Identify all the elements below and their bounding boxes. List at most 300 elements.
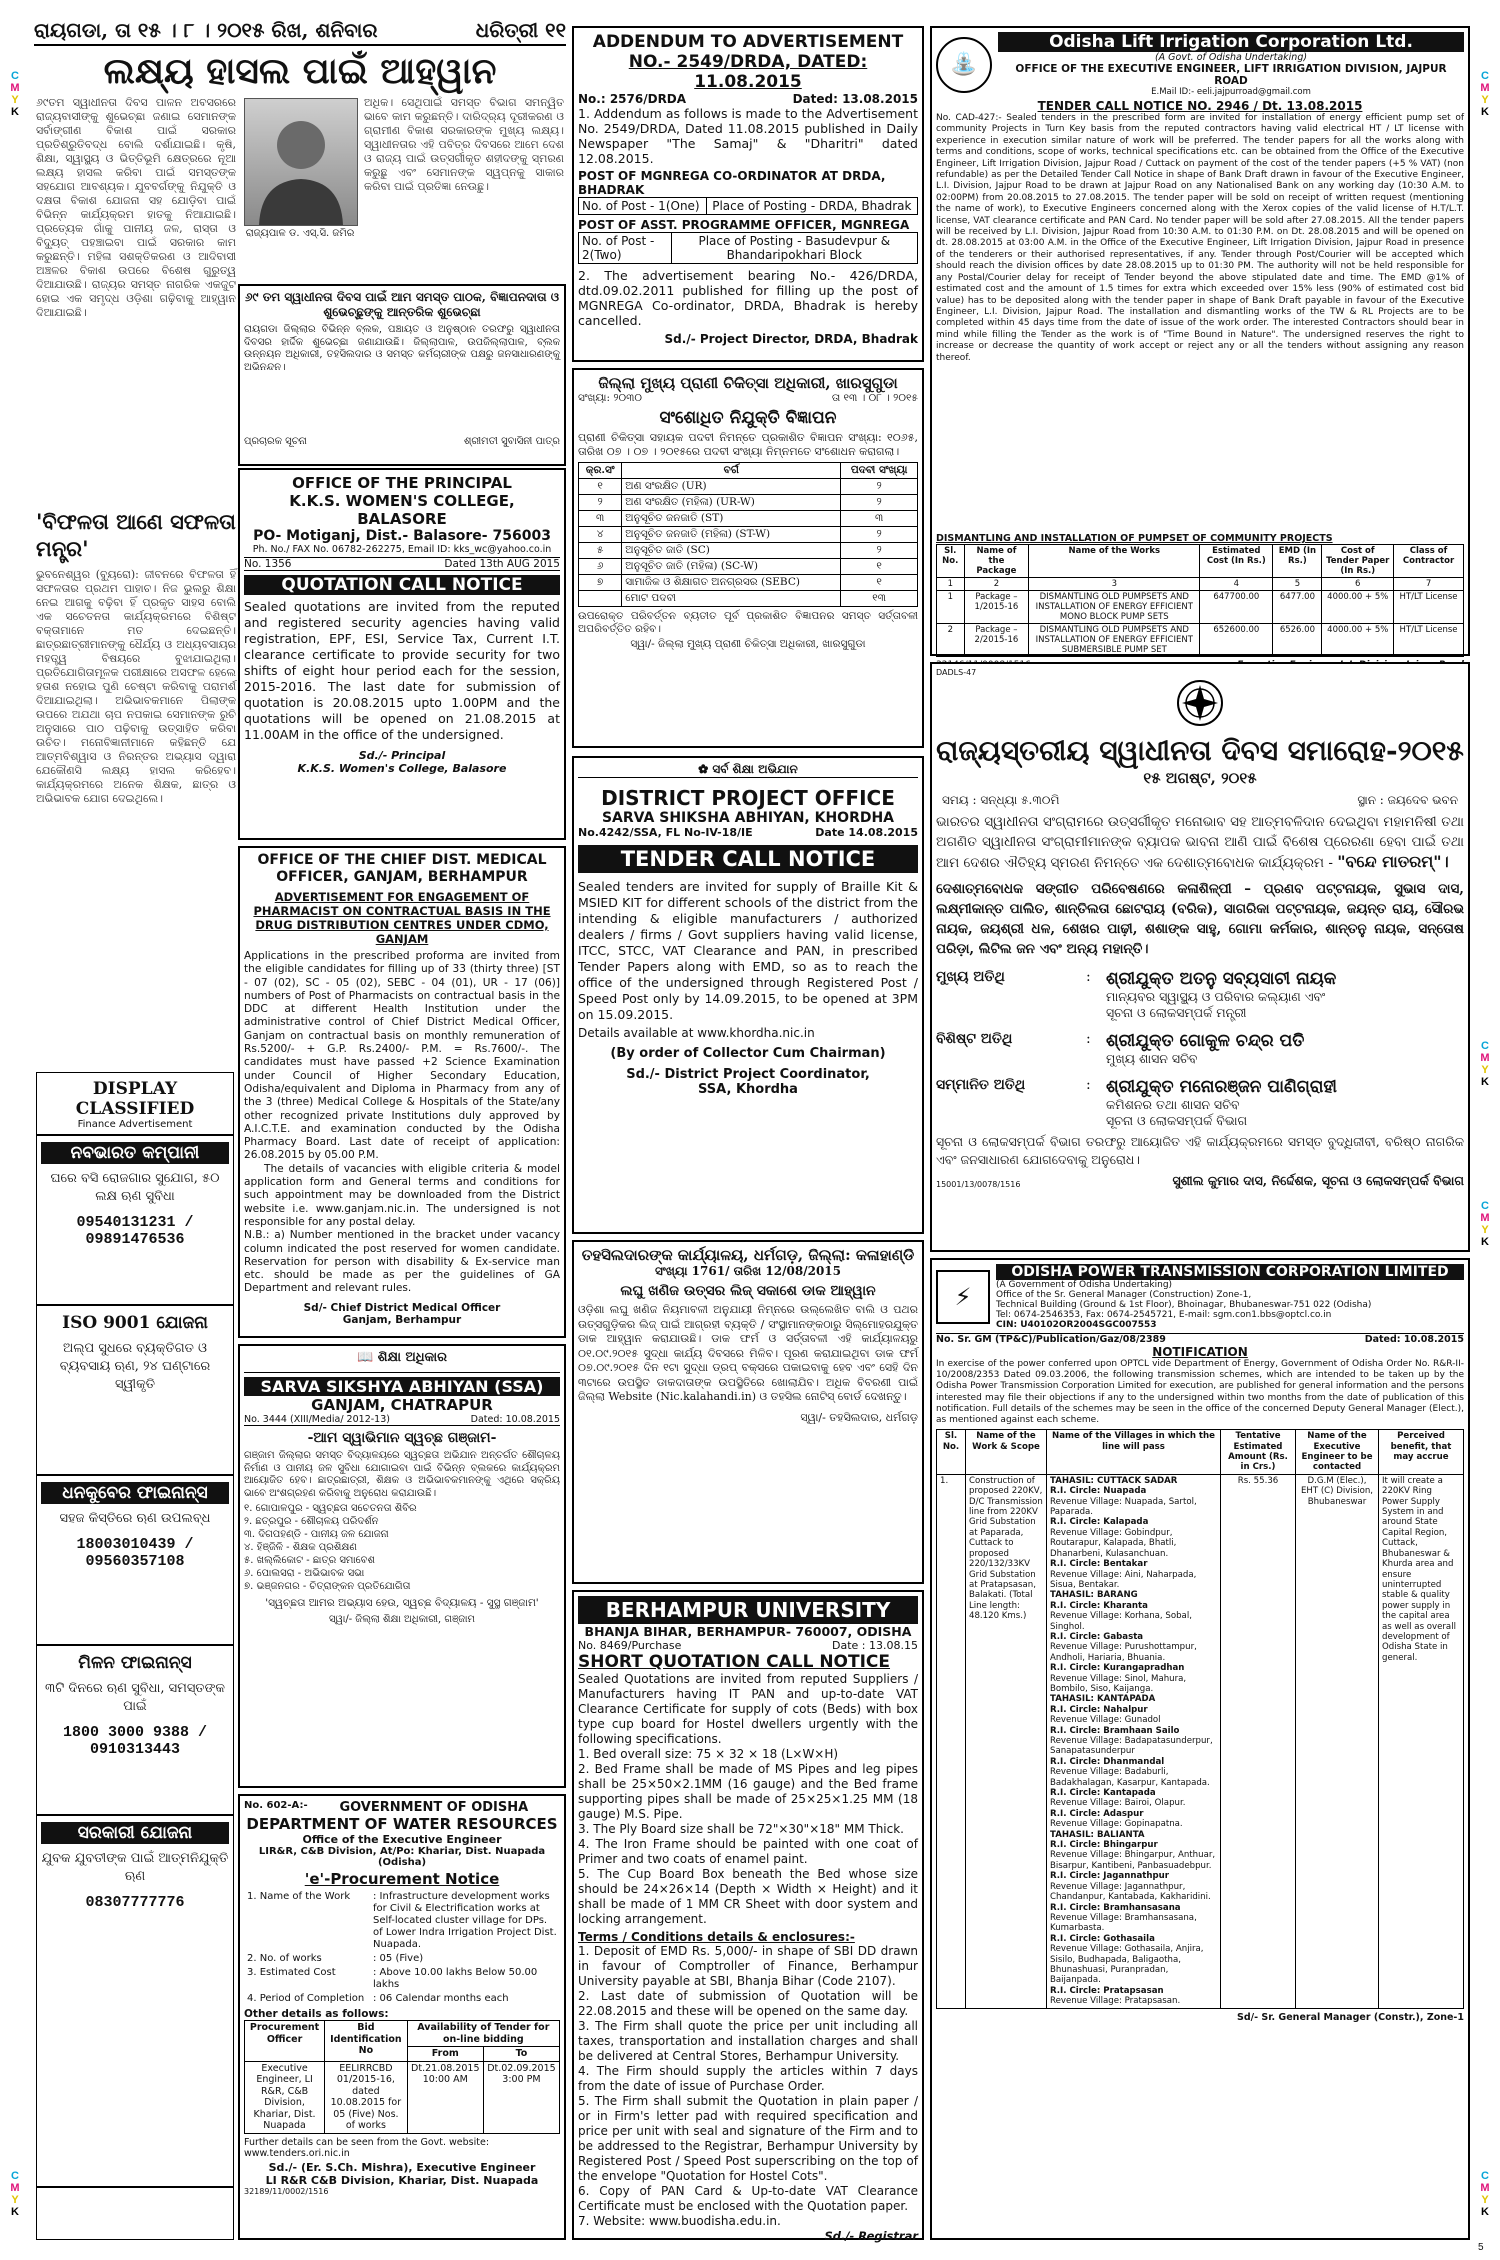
optcl-cell-ee: D.G.M (Elec.), EHT (C) Division, Bhubaneswar — [1296, 1474, 1379, 2008]
optcl-village-line: R.I. Circle: Nuapada — [1050, 1486, 1147, 1497]
optcl-village-line: Revenue Village: Badaburli, Badakhalagan, Kasarpur, Kantapada. — [1050, 1767, 1210, 1788]
tahasil-sign: ସ୍ୱା/- ତହସିଲଦାର, ଧର୍ମଗଡ଼ — [800, 1410, 918, 1424]
table-cell: ଅନୁସୂଚିତ ଜାତି (SC) — [622, 543, 841, 559]
cdmo-nb: N.B.: a) Number mentioned in the bracket under vacancy column indicated the post reserved for women candidate. Reservation for person with disability & Ex-service man etc. should be made as per the guidelines of GA Department and relevant rules. — [244, 1229, 560, 1295]
ssa-block-item: ୫. ଖଲ୍ଲିକୋଟ - ଛାତ୍ର ସମାବେଶ — [244, 1555, 375, 1566]
reg-y: Y — [11, 94, 19, 106]
classified-ads-list — [37, 1136, 233, 2188]
iday-time: ସମୟ : ସନ୍ଧ୍ୟା ୫.୩୦ମି — [942, 793, 1060, 807]
table-cell: ୧ — [579, 479, 622, 495]
registration-marks-right-middle: C M Y K — [1480, 1040, 1490, 1088]
kks-contact: Ph. No./ FAX No. 06782-262275, Email ID: kks_wc@yahoo.co.in — [252, 544, 552, 555]
classified-ad-phone: 09540131231 / 09891476536 — [76, 1214, 194, 1248]
classified-ad-phone: 18003010439 / 09560357108 — [76, 1536, 194, 1570]
table-cell: 647700.00 — [1200, 591, 1273, 624]
olic-office: OFFICE OF THE EXECUTIVE ENGINEER, LIFT IRRIGATION DIVISION, JAJPUR ROAD — [1015, 63, 1447, 87]
iday-guest-colon: : — [1086, 1031, 1091, 1047]
classified-ad-head: ମିଳନ ଫାଇନାନ୍ସ — [78, 1653, 192, 1673]
greeting-box — [238, 284, 566, 466]
tahasil-lease-notice — [572, 1240, 924, 1584]
table-cell: ୨ — [841, 479, 918, 495]
olic-number-row — [937, 578, 1464, 591]
iday-guests — [936, 969, 1464, 1129]
vet-sign: ସ୍ୱା/- ଜିଲ୍ଲା ମୁଖ୍ୟ ପ୍ରାଣୀ ଚିକିତ୍ସା ଅଧିକାରୀ, ଖାରସୁଗୁଡା — [630, 638, 866, 650]
drda-post-1-count: No. of Post - 1(One) — [579, 198, 707, 215]
ssa-block-list — [244, 1502, 560, 1593]
drda-post-2-table — [578, 232, 918, 264]
reg-m: M — [10, 82, 20, 94]
table-cell: DISMANTLING OLD PUMPSETS AND INSTALLATION OF ENERGY EFFICIENT MONO BLOCK PUMP SETS — [1029, 591, 1200, 624]
classified-ad — [37, 1476, 233, 1646]
drda-para-1: 1. Addendum as follows is made to the Advertisement No. 2549/DRDA, Dated 11.08.2015 published in Daily Newspaper "The Samaj" & "Dharitri" dated 12.08.2015. — [578, 106, 918, 166]
vet-header-cell: କ୍ର.ସଂ — [579, 463, 622, 479]
ssa-emblem-icon: ✿ — [698, 762, 709, 776]
drda-sign: Sd./- Project Director, DRDA, Bhadrak — [664, 332, 918, 346]
ssa-logo-label: ଶିକ୍ଷା ଅଧିକାର — [377, 1350, 447, 1365]
dwr-govt: GOVERNMENT OF ODISHA — [339, 1800, 529, 1815]
olic-body: No. CAD-427:- Sealed tenders in the prescribed form are invited for installation of energy efficient pump set of community Projects in Turn Key basis from the reputed contractors having valid electrical HT / LT license with experience in execution similar nature of work will be preferred. The tender papers for all the works along with terms and conditions, scope of works, technical specifications etc. can be obtained from the Office of the Executive Engineer, Lift Irrigation Division, Jajpur Road / Cuttack on payment of the cost of the tender papers (+5 % VAT) (non refundable) as per the Detailed Tender Call Notice in shape of Bank Draft drawn in favour of the Executive Engineer, L.I. Division, Jajpur Road to be drawn at Jajpur Road on any Nationalised Bank on any working day (10:30 A.M. to 02:00PM) from 20.08.2015 to 27.08.2015. The tender paper will be sold on receipt of written request (mentioning the name of work), to Executive Engineers concerned along with the Xerox copies of the valid license of H.T/L.T. license, VAT clearance certificate and PAN Card. No tender paper will be sold after 27.08.2015. All the tender papers will be received by L.I. Division, Jajpur Road from 10:30 A.M. to 01:30 P.M. on Dt. 28.08.2015 and will be opened on dt. 28.08.2015 at 03:00 A.M. in the Office of the Executive Engineer, Lift Irrigation Division, Jajpur Road in presence of the tenderers or their authorised representatives, if any. Tender through Post/Courier will be accepted which should reach the division offices by date 28.08.2015 up to 01:30 PM. The authority will not be held responsible for any Postal/Courier delay for receipt of Tender beyond the above stipulated date and time. The EMD @1% of estimated cost and the amount of 1.5 times for extra which exceeded over 15% less (90% of estimated cost bid value) has to be deposited along with the tender paper in shape of Bank Draft payable in favour of the Executive Engineer, L.I. Division, Jajpur Road. The installation and dismantling works of the TW & RL Projects are to be completed within 45 days time from the date of issue of the work order. The interested Contractors should bear in mind while filling the Tender as the work is of "Time Bound in Nature". The undersigned reserves the right to increase or decrease the quantity of work accept or reject any or all the tenders without assigning any reason thereof. — [936, 113, 1464, 363]
optcl-village-line: R.I. Circle: Adaspur — [1050, 1808, 1144, 1819]
khordha-notice-title: TENDER CALL NOTICE — [578, 845, 918, 873]
dwr-work-label: 1. Name of the Work — [247, 1891, 351, 1902]
dwr-bid-table — [244, 2020, 560, 2134]
optcl-village-line: R.I. Circle: Kalapada — [1050, 1517, 1149, 1528]
optcl-village-line: R.I. Circle: Kantapada — [1050, 1788, 1156, 1799]
ssa-block-item: ୨. ଛତ୍ରପୁର - ଶୌଚାଳୟ ପରିଦର୍ଶନ — [244, 1516, 379, 1527]
paper-name: ଧରିତ୍ରୀ — [475, 18, 539, 42]
ssa-block-item: ୬. ପୋଲସରା - ଅଭିଭାବକ ସଭା — [244, 1568, 365, 1579]
classified-ad-text: ଅଲ୍ପ ସୁଧରେ ବ୍ୟକ୍ତିଗତ ଓ ବ୍ୟବସାୟ ଋଣ, ୨୪ ଘଣ୍ଟାରେ ସ୍ୱୀକୃତି — [59, 1341, 211, 1392]
lead-body: ୬୯ତମ ସ୍ୱାଧୀନତା ଦିବସ ପାଳନ ଅବସରରେ ରାଜ୍ୟବାସୀଙ୍କୁ ଶୁଭେଚ୍ଛା ଜଣାଇ ସେମାନଙ୍କ ସର୍ବାଙ୍ଗୀଣ ବିକାଶ ପାଇଁ ସରକାର ପ୍ରତିଶ୍ରୁତିବଦ୍ଧ ବୋଲି ଦର୍ଶାଯାଇଛି। କୃଷି, ଶିକ୍ଷା, ସ୍ୱାସ୍ଥ୍ୟ ଓ ଭିତ୍ତିଭୂମି କ୍ଷେତ୍ରରେ ନୂଆ ଲକ୍ଷ୍ୟ ହାସଲ କରିବା ପାଇଁ ସମସ୍ତଙ୍କ ସହଯୋଗ ଆବଶ୍ୟକ। ଯୁବବର୍ଗଙ୍କୁ ନିଯୁକ୍ତି ଓ ଦକ୍ଷତା ବିକାଶ ଯୋଜନା ସହ ଯୋଡ଼ିବା ପାଇଁ ବିଭିନ୍ନ କାର୍ଯ୍ୟକ୍ରମ ହାତକୁ ନିଆଯାଇଛି। ପ୍ରତ୍ୟେକ ଗାଁକୁ ପାନୀୟ ଜଳ, ରାସ୍ତା ଓ ବିଦ୍ୟୁତ୍ ପହଞ୍ଚାଇବା ପାଇଁ ସରକାର କାମ କରୁଛନ୍ତି। ମହିଳା ସଶକ୍ତିକରଣ ଓ ଆଦିବାସୀ ଅଞ୍ଚଳର ବିକାଶ ଉପରେ ବିଶେଷ ଗୁରୁତ୍ୱ ଦିଆଯାଉଛି। ରାଜ୍ୟର ସମସ୍ତ ନାଗରିକ ଏକଜୁଟ ହୋଇ ଏକ ସମୃଦ୍ଧ ଓଡ଼ିଶା ଗଢ଼ିବାକୁ ଆହ୍ୱାନ ଦିଆଯାଇଛି। — [36, 96, 236, 319]
photo-caption: ରାଜ୍ୟପାଳ ଡ. ଏସ୍.ସି. ଜମିର — [245, 228, 355, 239]
classified-ad-text: ଯୁବକ ଯୁବତୀଙ୍କ ପାଇଁ ଆତ୍ମନିଯୁକ୍ତି ଋଣ — [41, 1851, 229, 1884]
optcl-village-line: R.I. Circle: Gothasaila — [1050, 1933, 1155, 1944]
table-cell: 6526.00 — [1273, 624, 1322, 657]
optcl-schemes-table — [936, 1429, 1464, 2008]
table-cell: ୧ — [841, 575, 918, 591]
bu-spec-item: 5. The Cup Board Box beneath the Bed whose size should be 24×26×14 (Depth × Width × Height) and it shall be made of 1 MM CR Sheet with door system and locking arrangement. — [578, 1867, 918, 1926]
optcl-village-line: R.I. Circle: Dhanmandal — [1050, 1756, 1165, 1767]
kks-notice-title: QUOTATION CALL NOTICE — [244, 575, 560, 595]
iday-guest-line: ମାନ୍ୟବର ସ୍ୱାସ୍ଥ୍ୟ ଓ ପରିବାର କଲ୍ୟାଣ ଏବଂ — [1106, 989, 1326, 1004]
greeting-body: ରାୟଗଡା ଜିଲ୍ଲାର ବିଭିନ୍ନ ବ୍ଲକ, ପଞ୍ଚାୟତ ଓ ଅନୁଷ୍ଠାନ ତରଫରୁ ସ୍ୱାଧୀନତା ଦିବସର ହାର୍ଦ୍ଦିକ ଶୁଭେଚ୍ଛା ଜଣାଯାଉଛି। ଜିଲ୍ଲାପାଳ, ଉପଜିଲ୍ଲାପାଳ, ବ୍ଲକ ଉନ୍ନୟନ ଅଧିକାରୀ, ତହସିଲଦାର ଓ ସମସ୍ତ କର୍ମଚାରୀଙ୍କ ପକ୍ଷରୁ ଜନସାଧାରଣଙ୍କୁ ଅଭିନନ୍ଦନ। — [244, 324, 560, 373]
drda-date: Dated: 13.08.2015 — [792, 92, 918, 106]
dwr-cell-to: Dt.02.09.2015 3:00 PM — [483, 2061, 559, 2133]
berhampur-university-quotation — [572, 1590, 924, 2243]
iday-guest-name: ଶ୍ରୀଯୁକ୍ତ ଗୋକୁଳ ଚନ୍ଦ୍ର ପତି — [1106, 1031, 1305, 1051]
drda-adv-no: NO.- 2549/DRDA, DATED: 11.08.2015 — [628, 52, 868, 92]
cdmo-title: OFFICE OF THE CHIEF DIST. MEDICAL OFFICER, GANJAM, BERHAMPUR — [257, 852, 547, 885]
lead-headline: ଲକ୍ଷ୍ୟ ହାସଲ ପାଇଁ ଆହ୍ୱାନ — [103, 50, 497, 92]
table-row — [579, 495, 918, 511]
table-cell — [579, 591, 622, 607]
dwr-ref-no: No. 602-A:- — [244, 1800, 308, 1811]
optcl-sign: Sd/- Sr. General Manager (Constr.), Zone-1 — [1236, 2011, 1464, 2023]
optcl-th-work: Name of the Work & Scope — [966, 1430, 1047, 1475]
independence-day-celebration — [930, 662, 1470, 1252]
drda-post-1-table — [578, 197, 918, 215]
optcl-body: In exercise of the power conferred upon OPTCL vide Department of Energy, Government of Odisha Order No. R&R-II-10/2008/2353 Dated 09.03.2006, the following transmission schemes, which are intended to be taken up by the Odisha Power Transmission Corporation Limited for execution, are published for general information and the persons interested may file their objections if any to the undersigned within two months from the date of publication of this notification. Full details of the schemes may be seen in the office of the concerned Deputy General Manager (Elect.), as mentioned against each scheme. — [936, 1359, 1464, 1426]
table-row — [579, 575, 918, 591]
table-cell: Package – 2/2015-16 — [964, 624, 1029, 657]
registration-marks-left-top — [6, 70, 24, 118]
table-cell: Package – 1/2015-16 — [964, 591, 1029, 624]
optcl-date: Dated: 10.08.2015 — [1364, 1334, 1464, 1345]
iday-refcode: 15001/13/0078/1516 — [936, 1180, 1021, 1189]
optcl-subtitle: (A Government of Odisha Undertaking) — [996, 1280, 1173, 1290]
optcl-notification — [930, 1258, 1470, 2240]
optcl-village-line: TAHASIL: KANTAPADA — [1050, 1694, 1156, 1705]
optcl-cell-villages — [1047, 1474, 1221, 2008]
olic-title: Odisha Lift Irrigation Corporation Ltd. — [998, 32, 1464, 52]
vet-header-cell: ପଦବୀ ସଂଖ୍ୟା — [841, 463, 918, 479]
classified-ad-text: ୩ଟି ଦିନରେ ଋଣ ସୁବିଧା, ସମସ୍ତଙ୍କ ପାଇଁ — [45, 1681, 225, 1714]
table-cell: ୭ — [579, 575, 622, 591]
tahasil-subtitle: ଲଘୁ ଖଣିଜ ଉତ୍ସର ଲିଜ୍ ସକାଶେ ଡାକ ଆହ୍ୱାନ — [620, 1283, 876, 1299]
odisha-emblem-icon — [936, 677, 1464, 733]
kks-body: Sealed quotations are invited from the reputed and registered security agencies having valid registration, EPF, ESI, Service Tax, Current I.T. clearance certificate to provide security for two shifts of eight hour period each for the session, 2015-2016. The last date for submission of quotation is 20.08.2015 upto 1.00PM and the quotations will be opened on 21.08.2015 at 11.00AM in the office of the undersigned. — [244, 599, 560, 742]
iday-guest-role: ବିଶିଷ୍ଟ ଅତିଥି — [936, 1031, 1013, 1047]
table-cell: 6477.00 — [1273, 591, 1322, 624]
olic-number-cell: 7 — [1394, 578, 1464, 591]
table-cell: ୪ — [579, 527, 622, 543]
cdmo-body-2: The details of vacancies with eligible criteria & model application form and General terms and conditions for such appointment may be downloaded from the District website i.e. www.ganjam.nic.in. The undersigned is not responsible for any postal delay. — [244, 1162, 560, 1228]
book-icon: 📖 — [357, 1350, 374, 1365]
iday-date: ୧୫ ଅଗଷ୍ଟ, ୨୦୧୫ — [1143, 769, 1257, 787]
dwr-th-from: From — [407, 2047, 483, 2062]
olic-header-cell: Name of the Package — [964, 545, 1029, 578]
dwr-work-value: : 05 (Five) — [373, 1953, 424, 1964]
iday-program-name: "ବନ୍ଦେ ମାତରମ୍"। — [1337, 852, 1449, 871]
masthead-rule — [34, 44, 566, 46]
bu-term-item: 1. Deposit of EMD Rs. 5,000/- in shape of SBI DD drawn in favour of Comptroller of Finance, Berhampur University payable at SBI, Bhanja Bihar (Code 2107). — [578, 1944, 918, 1988]
optcl-village-line: TAHASIL: BALIANTA — [1050, 1829, 1145, 1840]
bu-ref-no: No. 8469/Purchase — [578, 1639, 682, 1652]
iday-guest — [936, 969, 1464, 1021]
registration-marks-right-bottom: C M Y K — [1480, 2170, 1490, 2218]
table-row — [579, 479, 918, 495]
greeting-sign-2: ଶ୍ରୀମତୀ ସୁବାସିନୀ ପାତ୍ର — [463, 436, 560, 447]
table-cell: ଅଣ ସଂରକ୍ଷିତ (ମହିଳା) (UR-W) — [622, 495, 841, 511]
kks-college-name: K.K.S. WOMEN'S COLLEGE, BALASORE — [289, 492, 515, 528]
tahasil-title: ତହସିଲଦାରଙ୍କ କାର୍ଯ୍ୟାଳୟ, ଧର୍ମଗଡ଼, ଜିଲ୍ଲା: କଳାହାଣ୍ଡି — [581, 1246, 915, 1264]
greeting-title: ୬୯ ତମ ସ୍ୱାଧୀନତା ଦିବସ ପାଇଁ ଆମ ସମସ୍ତ ପାଠକ, ବିଜ୍ଞାପନଦାତା ଓ ଶୁଭେଚ୍ଛୁଙ୍କୁ ଆନ୍ତରିକ ଶୁଭେଚ୍ଛା — [245, 290, 559, 319]
ssa-chatrapur-notice — [238, 1344, 566, 1788]
optcl-village-line: Revenue Village: Gopinapatna. — [1050, 1819, 1183, 1830]
dateline: ରାୟଗଡା, ତା ୧୫ । ୮ । ୨୦୧୫ ରିଖ, ଶନିବାର — [34, 18, 378, 42]
kks-date: Dated 13th AUG 2015 — [444, 558, 560, 570]
optcl-village-line: Revenue Village: Gobindpur, Routarapur, Kalapada, Bhatli, Dhanarbeni, Kulasanchuan. — [1050, 1527, 1177, 1559]
feature-headline: 'ବିଫଳତା ଆଣେ ସଫଳତା ମନ୍ତ୍ର' — [36, 509, 236, 561]
table-row — [579, 527, 918, 543]
iday-guest — [936, 1077, 1464, 1129]
drda-title: ADDENDUM TO ADVERTISEMENT — [592, 32, 904, 52]
table-cell: 4000.00 + 5% — [1322, 624, 1394, 657]
optcl-address: Technical Building (Ground & 1st Floor), Bhoinagar, Bhubaneswar-751 022 (Odisha) — [996, 1300, 1372, 1310]
optcl-village-line: TAHASIL: BARANG — [1050, 1590, 1138, 1601]
dwr-cell-from: Dt.21.08.2015 10:00 AM — [407, 2061, 483, 2133]
tahasil-body: ଓଡ଼ିଶା ଲଘୁ ଖଣିଜ ନିୟମାବଳୀ ଅନୁଯାୟୀ ନିମ୍ନରେ ଉଲ୍ଲେଖିତ ବାଲି ଓ ପଥର ଉତ୍ସଗୁଡ଼ିକର ଲିଜ୍ ପାଇଁ ଆଗ୍ରହୀ ବ୍ୟକ୍ତି / ସଂସ୍ଥାମାନଙ୍କଠାରୁ ସିଲ୍‌ମୋହରଯୁକ୍ତ ଡାକ ଆହ୍ୱାନ କରାଯାଉଛି। ଡାକ ଫର୍ମ ଓ ସର୍ତ୍ତାବଳୀ ଏହି କାର୍ଯ୍ୟାଳୟରୁ ୦୧.୦୯.୨୦୧୫ ସୁଦ୍ଧା କାର୍ଯ୍ୟ ଦିବସରେ ମିଳିବ। ପୂରଣ କରାଯାଇଥିବା ଡାକ ଫର୍ମ ୦୭.୦୯.୨୦୧୫ ଦିନ ୧ଟା ସୁଦ୍ଧା ଡ୍ରପ୍ ବକ୍ସରେ ପକାଇବାକୁ ହେବ ଏବଂ ସେହି ଦିନ ୩ଟାରେ ଉପସ୍ଥିତ ଡାକଦାତାଙ୍କ ଉପସ୍ଥିତିରେ ଖୋଲାଯିବ। ଅଧିକ ବିବରଣୀ ପାଇଁ ଜିଲ୍ଲା Website (Nic.kalahandi.in) ଓ ତହସିଲ ନୋଟିସ୍ ବୋର୍ଡ ଦେଖନ୍ତୁ। — [578, 1303, 918, 1403]
table-cell: ୨ — [841, 527, 918, 543]
dwr-code: 32189/11/0002/1516 — [244, 2186, 329, 2196]
optcl-village-line: Revenue Village: Bairoi, Olapur. — [1050, 1798, 1186, 1809]
optcl-village-line: R.I. Circle: Bhingarpur — [1050, 1840, 1158, 1851]
optcl-th-ee: Name of the Executive Engineer to be contacted — [1296, 1430, 1379, 1475]
paper-page — [476, 18, 566, 42]
reg-c: C — [11, 70, 19, 82]
drda-post-2: POST OF ASST. PROGRAMME OFFICER, MGNREGA — [578, 218, 910, 232]
optcl-village-line: Revenue Village: Gunadol — [1050, 1715, 1161, 1726]
optcl-cell-amount: Rs. 55.36 — [1221, 1474, 1296, 2008]
table-cell: HT/LT License — [1394, 624, 1464, 657]
bu-term-item: 4. The Firm should supply the articles within 7 days from the date of issue of Purchase Order. — [578, 2064, 918, 2093]
bu-spec-item: 1. Bed overall size: 75 × 32 × 18 (L×W×H) — [578, 1747, 839, 1761]
iday-guest — [936, 1031, 1464, 1067]
iday-guest-line: ସୂଚନା ଓ ଲୋକସମ୍ପର୍କ ବିଭାଗ — [1106, 1113, 1248, 1128]
bu-term-item: 6. Copy of PAN Card & Up-to-date VAT Clearance Certificate must be enclosed with the Quotation paper. — [578, 2184, 918, 2213]
olic-tender-notice — [930, 26, 1470, 656]
olic-number-cell: 2 — [964, 578, 1029, 591]
dwr-footer: Further details can be seen from the Govt. website: www.tenders.ori.nic.in — [244, 2136, 490, 2159]
khordha-sign: Sd./- District Project Coordinator, — [626, 1067, 870, 1082]
khordha-title: DISTRICT PROJECT OFFICE — [601, 786, 895, 810]
vet-note: ଉପରୋକ୍ତ ପରିବର୍ତ୍ତନ ବ୍ୟତୀତ ପୂର୍ବ ପ୍ରକାଶିତ ବିଜ୍ଞାପନର ସମସ୍ତ ସର୍ତ୍ତାବଳୀ ଅପରିବର୍ତ୍ତିତ ରହିବ। — [578, 610, 918, 635]
bu-term-item: 2. Last date of submission of Quotation will be 22.08.2015 and these will be opened on the same day. — [578, 1989, 918, 2018]
table-cell: ୨ — [579, 495, 622, 511]
optcl-office: Office of the Sr. General Manager (Construction) Zone-1, — [996, 1290, 1252, 1300]
ssa-subtitle: GANJAM, CHATRAPUR — [311, 1396, 493, 1414]
dwr-th-officer: Procurement Officer — [245, 2021, 325, 2062]
optcl-village-line: TAHASIL: CUTTACK SADAR — [1050, 1475, 1178, 1486]
table-cell: ଅନୁସୂଚିତ ଜନଜାତି (ST) — [622, 511, 841, 527]
classified-column — [36, 1072, 234, 2240]
ssa-sign: ସ୍ୱା/- ଜିଲ୍ଲା ଶିକ୍ଷା ଅଧିକାରୀ, ଗଞ୍ଜାମ — [329, 1614, 475, 1625]
table-cell: ୩ — [841, 511, 918, 527]
dwr-th-to: To — [483, 2047, 559, 2062]
classified-ad-head: ISO 9001 ଯୋଜନା — [62, 1313, 208, 1333]
optcl-cell-sl: 1. — [937, 1474, 966, 2008]
dwr-eprocurement-notice — [238, 1794, 566, 2240]
optcl-village-line: R.I. Circle: Nahalpur — [1050, 1704, 1148, 1715]
table-cell: ୨ — [841, 543, 918, 559]
optcl-logo-icon: ⚡ — [936, 1270, 990, 1324]
masthead — [34, 18, 566, 42]
optcl-village-line: Revenue Village: Jagannathpur, Chandanpur, Kantabada, Kakharidini. — [1050, 1881, 1211, 1903]
optcl-th-amount: Tentative Estimated Amount (Rs. in Crs.) — [1221, 1430, 1296, 1475]
drda-ref: No.: 2576/DRDA — [578, 92, 687, 106]
classified-ad — [37, 1646, 233, 1816]
bu-date: Date : 13.08.15 — [832, 1639, 918, 1652]
dwr-work-label: 3. Estimated Cost — [247, 1967, 336, 1978]
olic-header-cell: EMD (In Rs.) — [1273, 545, 1322, 578]
optcl-village-line: R.I. Circle: Pratapsasan — [1050, 1985, 1164, 1996]
khordha-logo-label: ସର୍ବ ଶିକ୍ଷା ଅଭିଯାନ — [712, 762, 798, 776]
optcl-village-line: R.I. Circle: Bramhaan Sailo — [1050, 1725, 1180, 1736]
table-cell: ୫ — [579, 543, 622, 559]
olic-logo-icon: ⛲ — [936, 37, 992, 93]
person-photo-icon — [245, 99, 357, 225]
iday-guest-details — [1106, 1031, 1304, 1067]
iday-guest-details — [1106, 1077, 1337, 1129]
bu-term-item: 3. The Firm shall quote the price per unit including all taxes, transportation and installation charges and shall be delivered at Central Stores, Berhampur University. — [578, 2019, 918, 2063]
cdmo-body: Applications in the prescribed proforma are invited from the eligible candidates for filling up of 33 (thirty three) [ST - 07 (02), SC - 05 (02), SEBC - 04 (01), UR - 17 (06)] numbers of Post of Pharmacists on contractual basis in the DDC at different Health Institution under the administrative control of Chief District Medical Officer, Ganjam on contractual basis on monthly remuneration of Rs.5200/- + G.P. Rs.2400/- P.M. = Rs.7600/-. The candidates must have passed +2 Science Examination under Council of Higher Secondary Education, Odisha/equivalent and Diploma in Pharmacy from any of the 3 (three) Medical College & Hospitals of the State/any other recognized private Institutions duly approved by A.I.C.T.E. and examination conducted by the Odisha Pharmacy Board. Last date of receipt of application: 26.08.2015 by 05.00 P.M. — [244, 950, 560, 1162]
optcl-village-line: R.I. Circle: Bentakar — [1050, 1559, 1148, 1570]
ssa-quote: 'ସ୍ୱଚ୍ଛତା ଆମର ଅଭ୍ୟାସ ହେଉ, ସ୍ୱଚ୍ଛ ବିଦ୍ୟାଳୟ - ସୁସ୍ଥ ଗଞ୍ଜାମ' — [265, 1597, 539, 1609]
dwr-th-bid-id: Bid Identification No — [325, 2021, 408, 2062]
feature-body: ଭୁବନେଶ୍ୱର (ବ୍ୟୁରୋ): ଜୀବନରେ ବିଫଳତା ହିଁ ସଫଳତାର ପ୍ରଥମ ପାହାଚ। ନିଜ ଭୁଲରୁ ଶିକ୍ଷା ନେଇ ଆଗକୁ ବଢ଼ିବା ହିଁ ପ୍ରକୃତ ସାହସ ବୋଲି ଏକ ସଚେତନତା କାର୍ଯ୍ୟକ୍ରମରେ ବିଶିଷ୍ଟ ବକ୍ତାମାନେ ମତ ଦେଇଛନ୍ତି। ଛାତ୍ରଛାତ୍ରୀମାନଙ୍କୁ ଧୈର୍ଯ୍ୟ ଓ ଅଧ୍ୟବସାୟର ମହତ୍ତ୍ୱ ବିଷୟରେ ବୁଝାଯାଇଥିଲା। ପ୍ରତିଯୋଗିତାମୂଳକ ପରୀକ୍ଷାରେ ଅସଫଳ ହେଲେ ହତାଶ ନହୋଇ ପୁଣି ଚେଷ୍ଟା କରିବାକୁ ପରାମର୍ଶ ଦିଆଯାଇଥିଲା। ଅଭିଭାବକମାନେ ପିଲାଙ୍କ ଉପରେ ଅଯଥା ଚାପ ନପକାଇ ସେମାନଙ୍କ ରୁଚି ଅନୁସାରେ ପାଠ ପଢ଼ିବାକୁ ଉତ୍ସାହିତ କରିବା ଉଚିତ। ମନୋବିଜ୍ଞାନୀମାନେ କହିଛନ୍ତି ଯେ ଆତ୍ମବିଶ୍ୱାସ ଓ ନିରନ୍ତର ଅଭ୍ୟାସ ଦ୍ୱାରା ଯେକୌଣସି ଲକ୍ଷ୍ୟ ହାସଲ କରିହେବ। କାର୍ଯ୍ୟକ୍ରମରେ ଅନେକ ଶିକ୍ଷକ, ଛାତ୍ର ଓ ଅଭିଭାବକ ଯୋଗ ଦେଇଥିଲେ। — [36, 568, 236, 805]
ssa-date: Dated: 10.08.2015 — [470, 1414, 560, 1425]
dwr-cell-bid: EELIRRCBD 01/2015-16, dated 10.08.2015 for 05 (Five) Nos. of works — [325, 2061, 408, 2133]
kks-address: PO- Motiganj, Dist.- Balasore- 756003 — [253, 528, 551, 544]
iday-guest-name: ଶ୍ରୀଯୁକ୍ତ ମନୋରଞ୍ଜନ ପାଣିଗ୍ରାହୀ — [1106, 1077, 1337, 1097]
ssa-ref-no: No. 3444 (XIII/Media/ 2012-13) — [244, 1414, 390, 1425]
drda-post-1: POST OF MGNREGA CO-ORDINATOR AT DRDA, BHADRAK — [578, 169, 886, 197]
vet-recruitment-notice — [572, 368, 924, 748]
tahasil-ref: ସଂଖ୍ୟା 1761/ ତାରିଖ 12/08/2015 — [654, 1264, 841, 1278]
dwr-office-address: LIR&R, C&B Division, At/Po: Khariar, Dist. Nuapada (Odisha) — [258, 1846, 546, 1868]
dwr-cell-officer: Executive Engineer, LI R&R, C&B Division, Khariar, Dist. Nuapada — [245, 2061, 325, 2133]
table-row — [579, 511, 918, 527]
optcl-village-line: Revenue Village: Badapatasunderpur, Sanapatasunderpur — [1050, 1736, 1213, 1757]
classified-ad-phone: 08307777776 — [85, 1894, 185, 1911]
classified-ad-head: ନବଭାରତ କମ୍ପାନୀ — [41, 1142, 229, 1164]
ssa-khordha-tender — [572, 756, 924, 1234]
khordha-date: Date 14.08.2015 — [815, 826, 918, 839]
bu-intro: Sealed Quotations are invited from reputed Suppliers / Manufacturers having IT PAN and up-to-date VAT Clearance Certificate for supply of cots (Beds) with box type cup board for Hostel dwellers urgently with the following specifications. — [578, 1672, 918, 1746]
classified-ad-head: ଧନକୁବେର ଫାଇନାନ୍ସ — [41, 1482, 229, 1504]
bu-sign: Sd./- Registrar — [824, 2229, 918, 2243]
optcl-th-villages: Name of the Villages in which the line will pass — [1047, 1430, 1221, 1475]
table-cell: ଅନୁସୂଚିତ ଜାତି (ମହିଳା) (SC-W) — [622, 559, 841, 575]
olic-subtitle: (A Govt. of Odisha Undertaking) — [1154, 52, 1308, 63]
optcl-cin: CIN: U40102OR2004SGC007553 — [996, 1320, 1157, 1330]
bu-spec-item: 2. Bed Frame shall be made of MS Pipes and leg pipes shall be 25×50×2.1MM (16 gauge) and the Bed frame supporting pipes shall be made of 25×25×1.25 MM (18 gauge) M.S. Pipe. — [578, 1762, 918, 1821]
dwr-work-row — [244, 1952, 560, 1966]
bu-specs — [578, 1747, 918, 1927]
optcl-title: ODISHA POWER TRANSMISSION CORPORATION LIMITED — [996, 1264, 1464, 1280]
bu-title: BERHAMPUR UNIVERSITY — [578, 1596, 918, 1624]
iday-title: ରାଜ୍ୟସ୍ତରୀୟ ସ୍ୱାଧୀନତା ଦିବସ ସମାରୋହ-୨୦୧୫ — [936, 734, 1464, 767]
optcl-ref-no: No. Sr. GM (TP&C)/Publication/Gaz/08/2389 — [936, 1334, 1166, 1345]
table-cell: ମୋଟ ପଦବୀ — [622, 591, 841, 607]
optcl-tel: Tel: 0674-2546353, Fax: 0674-2545721, E-mail: sgm.con1.bbs@optcl.co.in — [996, 1310, 1332, 1320]
vet-body: ପ୍ରାଣୀ ଚିକିତ୍ସା ସହାୟକ ପଦବୀ ନିମନ୍ତେ ପ୍ରକାଶିତ ବିଜ୍ଞାପନ ସଂଖ୍ୟା: ୧୦୬୫, ତାରିଖ ୦୭ । ୦୭ । ୨୦୧୫ରେ ପଦବୀ ସଂଖ୍ୟା ନିମ୍ନମତେ ସଂଶୋଧନ କରାଗଲା। — [578, 431, 918, 458]
bu-address: BHANJA BIHAR, BERHAMPUR- 760007, ODISHA — [584, 1624, 912, 1639]
vet-header-row — [579, 463, 918, 479]
cdmo-sign: Sd/- Chief District Medical Officer — [303, 1301, 501, 1314]
optcl-village-line: Revenue Village: Nuapada, Sartol, Paparada. — [1050, 1496, 1197, 1518]
khordha-subtitle: SARVA SHIKSHA ABHIYAN, KHORDHA — [601, 810, 895, 826]
table-row — [579, 591, 918, 607]
optcl-cell-work: Construction of proposed 220KV, D/C Transmission line from 220KV Grid Substation at Paparada, Cuttack to proposed 220/132/33KV Grid Substation at Pratapsasan, Balakati. (Total Line length: 48.120 Kms.) — [966, 1474, 1047, 2008]
table-cell: ୩ — [579, 511, 622, 527]
classified-ad — [37, 1816, 233, 2188]
optcl-village-line: R.I. Circle: Gabasta — [1050, 1631, 1144, 1642]
optcl-village-line: Revenue Village: Korhana, Sobal, Singhol. — [1050, 1611, 1192, 1632]
vet-posts-table — [578, 462, 918, 607]
iday-footer: ସୂଚନା ଓ ଲୋକସମ୍ପର୍କ ବିଭାଗ ତରଫରୁ ଆୟୋଜିତ ଏହି କାର୍ଯ୍ୟକ୍ରମରେ ସମସ୍ତ ବୁଦ୍ଧିଜୀବୀ, ବରିଷ୍ଠ ନାଗରିକ ଏବଂ ଜନସାଧାରଣ ଯୋଗଦେବାକୁ ଅନୁରୋଧ। — [936, 1134, 1464, 1167]
drda-post-2-count: No. of Post - 2(Two) — [579, 233, 672, 264]
classified-ad-text: ସହଜ କିସ୍ତିରେ ଋଣ ଉପଲବ୍ଧ — [59, 1511, 211, 1526]
iday-guest-name: ଶ୍ରୀଯୁକ୍ତ ଅତନୁ ସବ୍ୟସାଚୀ ନାୟକ — [1106, 969, 1337, 989]
table-cell: ୬ — [579, 559, 622, 575]
dwr-work-row — [244, 1966, 560, 1992]
bu-terms — [578, 1944, 918, 2229]
iday-guest-role: ମୁଖ୍ୟ ଅତିଥି — [936, 969, 1005, 985]
classified-ad — [37, 1136, 233, 1306]
iday-para-1-text: ଭାରତର ସ୍ୱାଧୀନତା ସଂଗ୍ରାମରେ ଉତ୍ସର୍ଗୀକୃତ ମନୋଭାବ ସହ ଆତ୍ମବଳିଦାନ ଦେଇଥିବା ମହାମନିଷୀ ତଥା ଅଗଣିତ ସ୍ୱାଧୀନତା ସଂଗ୍ରାମୀମାନଙ୍କ ବ୍ୟାପକ ଭାବନା ଆଣି ପାଇଁ ବିଶେଷ ପ୍ରେରଣା ହେବା ପାଇଁ ତଥା ଆମ ଦେଶର ଐତିହ୍ୟ ସ୍ମରଣ ନିମନ୍ତେ ଏକ ଦେଶାତ୍ମବୋଧକ କାର୍ଯ୍ୟକ୍ରମ - — [936, 814, 1464, 871]
reg-k: K — [11, 106, 19, 118]
page-number: ୧୧ — [545, 18, 566, 42]
bu-term-item: 5. The Firm shall submit the Quotation in plain paper / or in Firm's letter pad with required specification and price per unit with seal and signature of the Firm and to be addressed to the Registrar, Berhampur University by Registered Post / Speed Post superscribing on the top of the envelope "Quotation for Hostel Cots". — [578, 2094, 918, 2183]
drda-post-2-place: Place of Posting - Basudevpur & Bhandaripokhari Block — [671, 233, 917, 264]
olic-header-cell: Sl. No. — [937, 545, 965, 578]
ssa-block-item: ୩. ଦିଗପହଣ୍ଡି - ପାନୀୟ ଜଳ ଯୋଜନା — [244, 1529, 389, 1540]
khordha-ref-no: No.4242/SSA, FL No-IV-18/IE — [578, 826, 753, 839]
table-cell: 4000.00 + 5% — [1322, 591, 1394, 624]
table-cell: ସାମାଜିକ ଓ ଶିକ୍ଷାଗତ ଅନଗ୍ରସର (SEBC) — [622, 575, 841, 591]
classified-ad-phone: 1800 3000 9388 / 0910313443 — [62, 1724, 208, 1758]
olic-header-row — [937, 545, 1464, 578]
optcl-village-line: R.I. Circle: Kurangapradhan — [1050, 1663, 1185, 1674]
iday-guest-details — [1106, 969, 1336, 1021]
classified-ad-head: ସରକାରୀ ଯୋଜନା — [41, 1822, 229, 1844]
table-row — [937, 624, 1464, 657]
vet-date: ତା ୧୩ । ୦୮ । ୨୦୧୫ — [831, 392, 918, 404]
iday-guest-colon: : — [1086, 969, 1091, 985]
khordha-sign-2: SSA, Khordha — [698, 1082, 798, 1097]
drda-addendum — [572, 26, 924, 362]
optcl-village-line: Revenue Village: Aini, Naharpada, Sisua, Bentakar. — [1050, 1569, 1197, 1590]
kks-ref-no: No. 1356 — [244, 558, 292, 570]
iday-venue: ସ୍ଥାନ : ଜୟଦେବ ଭବନ — [1357, 793, 1458, 807]
bu-notice-title: SHORT QUOTATION CALL NOTICE — [578, 1652, 891, 1672]
registration-marks-left-bottom: C M Y K — [10, 2170, 20, 2218]
optcl-village-line: Revenue Village: Purushottampur, Andholi, Hariaria, Bhuania. — [1050, 1642, 1197, 1663]
kks-sign: Sd./- Principal — [358, 749, 446, 762]
registration-marks-right-top: C M Y K — [1480, 70, 1490, 118]
olic-number-cell: 1 — [937, 578, 965, 591]
ssa-body: ଗଞ୍ଜାମ ଜିଲ୍ଲାର ସମସ୍ତ ବିଦ୍ୟାଳୟରେ ସ୍ୱଚ୍ଛତା ଅଭିଯାନ ଅନ୍ତର୍ଗତ ଶୌଚାଳୟ ନିର୍ମାଣ ଓ ପାନୀୟ ଜଳ ସୁବିଧା ଯୋଗାଇବା ପାଇଁ ବିଭିନ୍ନ ବ୍ଲକରେ କାର୍ଯ୍ୟକ୍ରମ ଆୟୋଜିତ ହେବ। ଛାତ୍ରଛାତ୍ରୀ, ଶିକ୍ଷକ ଓ ଅଭିଭାବକମାନଙ୍କୁ ଏଥିରେ ସକ୍ରିୟ ଭାବେ ଅଂଶଗ୍ରହଣ କରିବାକୁ ଅନୁରୋଧ କରାଯାଉଛି। — [244, 1450, 560, 1499]
ssa-slogan: -ଆମ ସ୍ୱାଭିମାନ ସ୍ୱଚ୍ଛ ଗଞ୍ଜାମ- — [307, 1430, 497, 1446]
drda-para-2: 2. The advertisement bearing No.- 426/DRDA, dtd.09.02.2011 published for filling up the post of MGNREGA Co-ordinator, DRDA, Bhadrak is hereby cancelled. — [578, 268, 918, 328]
dwr-sign: Sd./- (Er. S.Ch. Mishra), Executive Engineer — [268, 2160, 536, 2174]
olic-email: E.Mail ID:- eeli.jajpurroad@gmail.com — [1151, 87, 1311, 97]
dwr-th-availability: Availability of Tender for on-line bidding — [407, 2021, 559, 2047]
olic-header-cell: Class of Contractor — [1394, 545, 1464, 578]
table-cell: ଅନୁସୂଚିତ ଜନଜାତି (ମହିଳା) (ST-W) — [622, 527, 841, 543]
table-cell: ୧ — [841, 559, 918, 575]
ssa-logo-text — [244, 1350, 560, 1373]
lead-photo — [244, 98, 358, 226]
dwr-work-row — [244, 1890, 560, 1952]
optcl-cell-benefit: It will create a 220KV Ring Power Supply System in and around State Capital Region, Cuttack, Bhubaneswar & Khurda area and ensure uninterrupted stable & quality power supply in the capital area as well as overall development of Odisha State in general. — [1379, 1474, 1464, 2008]
table-row — [937, 591, 1464, 624]
vet-title: ଜିଲ୍ଲା ମୁଖ୍ୟ ପ୍ରାଣୀ ଚିକିତ୍ସା ଅଧିକାରୀ, ଖାରସୁଗୁଡା — [598, 374, 898, 392]
bu-terms-head: Terms / Conditions details & enclosures:- — [578, 1930, 855, 1944]
dwr-work-details — [244, 1890, 560, 2006]
ssa-block-item: ୪. ହିଞ୍ଜିଳି - ଶିକ୍ଷକ ପ୍ରଶିକ୍ଷଣ — [244, 1542, 357, 1553]
bu-term-item: 7. Website: www.buodisha.edu.in. — [578, 2214, 781, 2228]
iday-code: DADLS-47 — [936, 668, 977, 677]
ssa-block-item: ୧. ଗୋପାଳପୁର - ସ୍ୱଚ୍ଛତା ସଚେତନତା ଶିବିର — [244, 1503, 417, 1514]
dwr-office: Office of the Executive Engineer — [302, 1833, 502, 1846]
table-cell: ଅଣ ସଂରକ୍ଷିତ (UR) — [622, 479, 841, 495]
dwr-other-details: Other details as follows: — [244, 2008, 389, 2020]
table-cell: DISMANTLING OLD PUMPSETS AND INSTALLATION OF ENERGY EFFICIENT SUBMERSIBLE PUMP SET — [1029, 624, 1200, 657]
lead-right-body: ଅଧିକ। ସେଥିପାଇଁ ସମସ୍ତ ବିଭାଗ ସମନ୍ୱିତ ଭାବେ କାମ କରୁଛନ୍ତି। ଦାରିଦ୍ର୍ୟ ଦୂରୀକରଣ ଓ ଗ୍ରାମୀଣ ବିକାଶ ସରକାରଙ୍କ ମୁଖ୍ୟ ଲକ୍ଷ୍ୟ। ସ୍ୱାଧୀନତାର ଏହି ପବିତ୍ର ଦିବସରେ ଆମେ ଦେଶ ଓ ରାଜ୍ୟ ପାଇଁ ଉତ୍ସର୍ଗୀକୃତ ଶହୀଦଙ୍କୁ ସ୍ମରଣ କରୁଛୁ ଏବଂ ସେମାନଙ୍କ ସ୍ୱପ୍ନକୁ ସାକାର କରିବା ପାଇଁ ପ୍ରତିଜ୍ଞା ନେଉଛୁ। — [364, 96, 564, 193]
bu-spec-item: 4. The Iron Frame should be painted with one coat of Primer and two coats of enamel paint. — [578, 1837, 918, 1866]
